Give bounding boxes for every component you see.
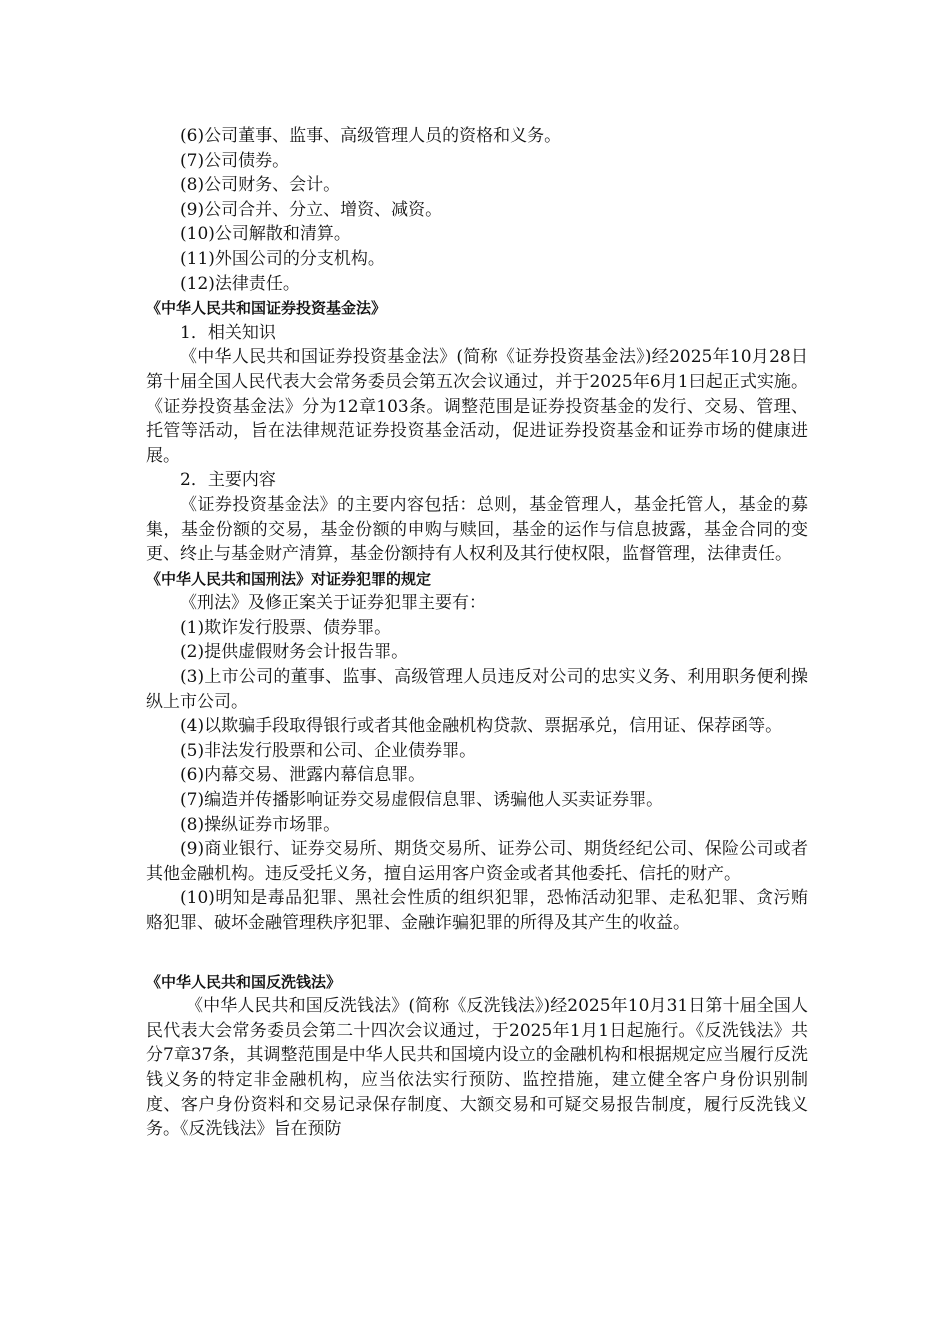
paragraph: 《中华人民共和国证券投资基金法》(简称《证券投资基金法》)经2025年10月28日第十届全国人民代表大会常务委员会第五次会议通过，并于2025年6月1曰起正式实施。《证券投资基金法》分为12章103条。调整范围是证券投资基金的发行、交易、管理、托管等活动，旨在法律规范证券投资基金活动，促进证券投资基金和证券市场的健康进展。 xyxy=(146,347,808,466)
list-item: (4)以欺骗手段取得银行或者其他金融机构贷款、票据承兑，信用证、保荐函等。 xyxy=(180,716,783,737)
paragraph: 《刑法》及修正案关于证券犯罪主要有： xyxy=(180,593,486,614)
list-item: (1)欺诈发行股票、债券罪。 xyxy=(180,617,392,638)
aml-law-section xyxy=(146,970,808,1142)
subheading: 1．相关知识 xyxy=(180,322,276,343)
paragraph: 《证券投资基金法》的主要内容包括：总则，基金管理人，基金托管人，基金的募集，基金份额的交易，基金份额的申购与赎回，基金的运作与信息披露，基金合同的变更、终止与基金财产清算，基金份额持有人权利及其行使权限，监督管理，法律责任。 xyxy=(146,494,808,565)
list-item: (2)提供虚假财务会计报告罪。 xyxy=(180,642,409,663)
list-item: (12)法律责任。 xyxy=(180,273,300,294)
list-item: (10)明知是毒品犯罪、黑社会性质的组织犯罪，恐怖活动犯罪、走私犯罪、贪污贿赂犯罪、破坏金融管理秩序犯罪、金融诈骗犯罪的所得及其产生的收益。 xyxy=(146,888,808,933)
section-heading: 《中华人民共和国证券投资基金法》 xyxy=(146,299,387,318)
list-item: (7)编造并传播影响证券交易虚假信息罪、诱骗他人买卖证券罪。 xyxy=(180,790,664,811)
list-item: (6)公司董事、监事、高级管理人员的资格和义务。 xyxy=(180,126,562,146)
list-item: (8)公司财务、会计。 xyxy=(180,175,341,196)
fund-law-section xyxy=(146,296,808,567)
list-item: (8)操纵证券市场罪。 xyxy=(180,814,341,835)
list-item: (5)非法发行股票和公司、企业债券罪。 xyxy=(180,740,477,761)
document-body xyxy=(146,124,808,1142)
list-item: (3)上市公司的董事、监事、高级管理人员违反对公司的忠实义务、利用职务便利操纵上市公司。 xyxy=(146,667,808,712)
list-item: (11)外国公司的分支机构。 xyxy=(180,248,385,269)
list-item: (7)公司债券。 xyxy=(180,150,290,171)
list-item: (9)商业银行、证券交易所、期货交易所、证券公司、期货经纪公司、保险公司或者其他金融机构。违反受托义务，擅自运用客户资金或者其他委托、信托的财产。 xyxy=(146,839,808,884)
section-heading: 《中华人民共和国刑法》对证券犯罪的规定 xyxy=(146,569,432,588)
list-item: (9)公司合并、分立、增资、减资。 xyxy=(180,199,443,220)
list-item: (10)公司解散和清算。 xyxy=(180,224,351,245)
section-spacer xyxy=(146,936,808,970)
section-heading: 《中华人民共和国反洗钱法》 xyxy=(146,972,342,991)
company-law-items xyxy=(146,124,808,296)
subheading: 2．主要内容 xyxy=(180,470,276,491)
criminal-law-section xyxy=(146,567,808,936)
list-item: (6)内幕交易、泄露内幕信息罪。 xyxy=(180,765,426,786)
paragraph: 《中华人民共和国反洗钱法》(简称《反洗钱法》)经2025年10月31日第十届全国人民代表大会常务委员会第二十四次会议通过，于2025年1月1日起施行。《反洗钱法》共分7章37条，其调整范围是中华人民共和国境内设立的金融机构和根据规定应当履行反洗钱义务的特定非金融机构，应当依法实行预防、监控措施，建立健全客户身份识别制度、客户身份资料和交易记录保存制度、大额交易和可疑交易报告制度，履行反洗钱义务。《反洗钱法》旨在预防 xyxy=(146,996,808,1140)
